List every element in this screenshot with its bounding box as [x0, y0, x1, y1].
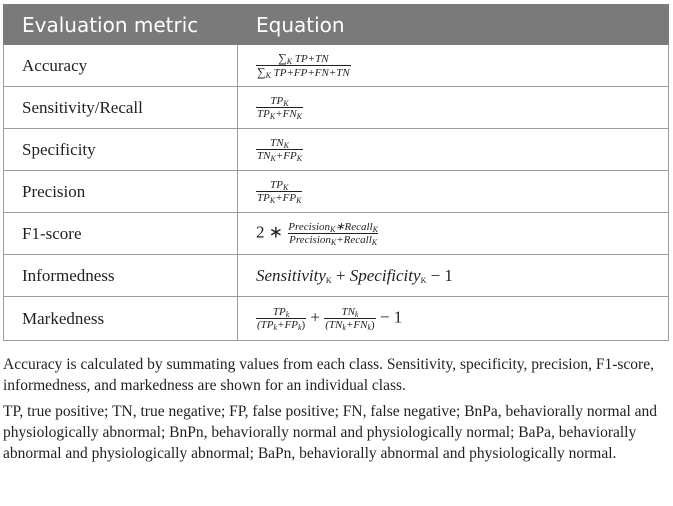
- equation-cell: [238, 297, 669, 341]
- equation-cell: [238, 171, 669, 213]
- metric-name: Specificity: [4, 129, 238, 171]
- footnote-accuracy: Accuracy is calculated by summating values from each class. Sensitivity, specificity, precision, F1-score, informedness, and markedness are shown for an individual class.: [3, 356, 654, 394]
- equation-cell: [238, 255, 669, 297]
- markedness-minus-one: − 1: [379, 307, 403, 327]
- markedness-plus: +: [310, 307, 321, 327]
- precision-fraction: $\frac{TP_K}{TP_K+FP_K}$: [257, 179, 302, 205]
- header-evaluation-metric: Evaluation metric: [4, 5, 238, 45]
- metric-name: Markedness: [4, 297, 238, 341]
- metric-name: F1-score: [4, 213, 238, 255]
- accuracy-fraction: $\frac{\sum_K TP+TN}{\sum_K TP+FP+FN+TN}$: [257, 51, 350, 80]
- markedness-fraction-2: $\frac{TN_k}{(TN_k+FN_k)}$: [325, 306, 375, 332]
- table-row: [4, 213, 669, 255]
- f1-fraction: $\frac{Precision_K∗Recall_K}{Precision_K+Recall_K}$: [288, 221, 379, 247]
- sensitivity-fraction: $\frac{TP_K}{TP_K+FN_K}$: [257, 95, 303, 121]
- equation-cell: [238, 45, 669, 87]
- table-row: [4, 45, 669, 87]
- metrics-table: [3, 4, 669, 341]
- table-row: [4, 129, 669, 171]
- table-row: [4, 297, 669, 341]
- footnote-abbreviations: TP, true positive; TN, true negative; FP, false positive; FN, false negative; BnPa, behaviorally normal and physiologically abnormal; BnPn, behaviorally normal and physiologically normal; BaPa, behaviorally abnormal and physiologically abnormal; BaPn, behaviorally abnormal and physiologically normal.: [3, 403, 658, 462]
- metric-name: Sensitivity/Recall: [4, 87, 238, 129]
- specificity-fraction: $\frac{TN_K}{TN_K+FP_K}$: [257, 137, 303, 163]
- equation-cell: [238, 213, 669, 255]
- equation-cell: [238, 87, 669, 129]
- metric-name: Informedness: [4, 255, 238, 297]
- table-header-row: [4, 5, 669, 45]
- metric-name: Precision: [4, 171, 238, 213]
- table-row: [4, 171, 669, 213]
- metric-name: Accuracy: [4, 45, 238, 87]
- markedness-fraction-1: $\frac{TP_k}{(TP_k+FP_k)}$: [257, 306, 306, 332]
- table-footnotes: [3, 354, 669, 464]
- table-row: [4, 87, 669, 129]
- header-equation: Equation: [238, 5, 669, 45]
- table-row: [4, 255, 669, 297]
- equation-cell: [238, 129, 669, 171]
- f1-prefix: 2 ∗: [256, 222, 283, 242]
- informedness-equation: Sensitivity$_K$ + Specificity$_K$ − 1: [256, 265, 453, 285]
